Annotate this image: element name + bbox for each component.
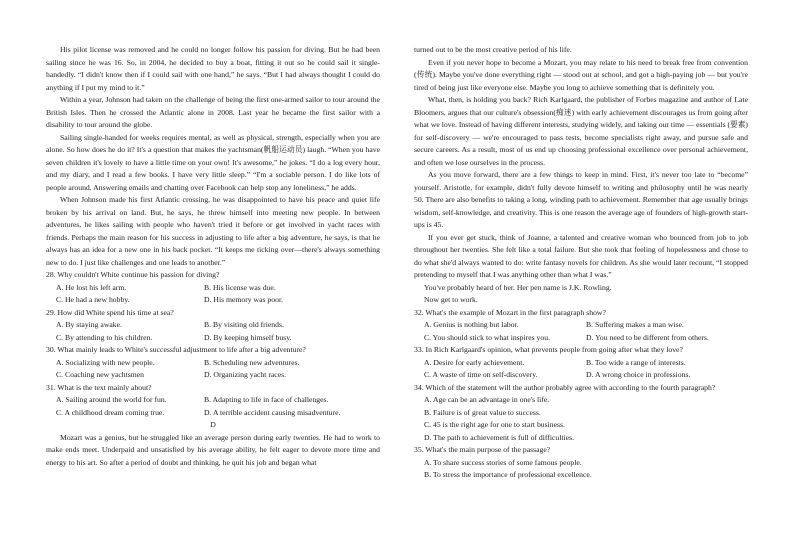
option-b: B. His license was due. xyxy=(204,282,276,292)
option-b: B. Suffering makes a man wise. xyxy=(586,320,684,329)
option-c: C. A childhood dream coming true. xyxy=(56,407,165,417)
option-d: D. You need to be different from others. xyxy=(586,332,709,342)
passage-d-paragraph: Mozart was a genius, but he struggled like an average person during early twenties. He had to work to make ends meet. Underpaid and unsatisfied by his average ability, he felt eager to devote more time and energy to his art. So after a period of doubt and thinking, he quit his job and began what xyxy=(46,432,380,467)
continued-line: turned out to be the most creative period of his life. xyxy=(414,45,572,54)
question-32 xyxy=(414,307,748,345)
option-b: B. Scheduling new adventures. xyxy=(204,357,300,367)
question-30 xyxy=(46,344,380,382)
passage-paragraph: What, then, is holding you back? Rich Karlgaard, the publisher of Forbes magazine and author of Late Bloomers, argues that our culture's obsession(痴迷) with early achievement discourages us from going after what we love. Instead of having different interests, studying widely, and taking our time — essentials (要素) for self-discovery — we're encouraged to pass tests, become specialists right away, and pursue safe and secure careers. As a result, most of us end up choosing professional excellence over personal achievement, and often we lose ourselves in the process. xyxy=(414,95,748,167)
option-b: B. By visiting old friends. xyxy=(204,320,284,329)
option-b: B. To stress the importance of professional excellence. xyxy=(424,470,592,479)
option-b: B. Too wide a range of interests. xyxy=(586,357,686,367)
passage-paragraph: Sailing single-handed for weeks requires mental, as well as physical, strength, especially when you are alone. So how does he do it? It's a question that makes the yachtsman(帆船运动员) laugh. “When you have seven children it's lovely to have a little time on your own! It's awesome,” he jokes. “I do a log every hour, and my diary, and I read a few books. I have very little sleep.” “I'm a sociable person. I do like lots of people around. Answering emails and chatting over Facebook can help stop any loneliness,” he adds. xyxy=(46,132,380,192)
option-c: C. You should stick to what inspires you. xyxy=(424,332,550,342)
closing-line: You've probably heard of her. Her pen name is J.K. Rowling. xyxy=(424,282,612,292)
passage-paragraph: As you move forward, there are a few things to keep in mind. First, it's never too late to “become” yourself. Aristotle, for example, didn't fully devote himself to writing and philosophy until he was nearly 50. There are also benefits to taking a long, winding path to achievement. Remember that age usually brings wisdom, self-knowledge, and creativity. This is one reason the average age of founders of high-growth start-ups is 45. xyxy=(414,170,748,229)
option-a: A. By staying awake. xyxy=(56,320,122,329)
question-28 xyxy=(46,269,380,307)
question-35 xyxy=(414,444,748,482)
left-column xyxy=(46,44,380,469)
option-a: A. He lost his left arm. xyxy=(56,282,127,292)
option-c: C. Coaching new yachtsmen xyxy=(56,370,144,379)
option-d: D. A terrible accident causing misadventure. xyxy=(204,407,341,417)
question-stem: 28. Why couldn't White continue his passion for diving? xyxy=(46,270,220,279)
closing-line: Now get to work. xyxy=(424,295,478,304)
option-d: D. The path to achievement is full of difficulties. xyxy=(424,432,575,442)
option-c: C. A waste of time on self-discovery. xyxy=(424,370,538,379)
option-d: D. By keeping himself busy. xyxy=(204,332,292,342)
question-stem: 35. What's the main purpose of the passage? xyxy=(414,445,551,454)
option-a: A. Socializing with new people. xyxy=(56,357,155,367)
option-b: B. Adapting to life in face of challenges. xyxy=(204,395,329,404)
passage-paragraph: If you ever get stuck, think of Joanne, a talented and creative woman who bounced from job to job throughout her twenties. She felt like a total failure. But she took that feeling of hopelessness and chose to do what she'd always wanted to do: write fantasy novels for children. As she would later recount, “I stopped pretending to myself that I was anything other than what I was.” xyxy=(414,232,748,279)
passage-paragraph: Within a year, Johnson had taken on the challenge of being the first one-armed sailor to tour around the British Isles. Then he crossed the Atlantic alone in 2008. Last year he became the first sailor with a disability to tour around the globe. xyxy=(46,95,380,129)
option-c: C. By attending to his children. xyxy=(56,332,153,342)
option-a: A. To share success stories of some famous people. xyxy=(424,457,582,467)
question-29 xyxy=(46,307,380,345)
question-31 xyxy=(46,382,380,420)
section-letter: D xyxy=(210,420,216,429)
passage-paragraph: When Johnson made his first Atlantic crossing, he was disappointed to have his peace and quiet life broken by his arrival on land. But, he says, he threw himself into meeting new people. In between adventures, he likes sailing with people who haven't tried it before or get involved in yacht races with friends. Perhaps the main reason for his success in adjusting to life after a big adventure, he says, is that he always has an idea for a new one in his back pocket. “It keeps me ticking over—there's always something new to do. I just like challenges and one leads to another.” xyxy=(46,195,380,267)
question-stem: 33. In Rich Karlgaard's opinion, what prevents people from going after what they love? xyxy=(414,345,683,354)
option-c: C. He had a new hobby. xyxy=(56,295,130,304)
option-a: A. Genius is nothing but labor. xyxy=(424,320,519,329)
question-34 xyxy=(414,382,748,445)
option-a: A. Sailing around the world for fun. xyxy=(56,395,167,404)
question-stem: 30. What mainly leads to White's successful adjustment to life after a big adventure? xyxy=(46,345,306,354)
option-a: A. Age can be an advantage in one's life. xyxy=(424,395,550,404)
option-c: C. 45 is the right age for one to start business. xyxy=(424,420,565,429)
question-stem: 29. How did White spend his time at sea? xyxy=(46,307,174,317)
right-column xyxy=(414,44,748,482)
option-d: D. His memory was poor. xyxy=(204,295,284,304)
passage-paragraph: His pilot license was removed and he could no longer follow his passion for diving. But he had been sailing since he was 16. So, in 2004, he decided to buy a boat, fitting it out so he could sail it single-handedly. “I didn't know then if I could sail with one hand,” he says. “But I had always thought I could do anything if I put my mind to it.” xyxy=(46,45,380,92)
question-stem: 34. Which of the statement will the author probably agree with according to the fourth paragraph? xyxy=(414,382,716,392)
option-a: A. Desire for early achievement. xyxy=(424,357,525,367)
passage-paragraph: Even if you never hope to become a Mozart, you may relate to his need to break free from convention (传统). Maybe you've done everything right — stood out at school, and got a high-paying job — but you're tired of being just like everyone else. Maybe you long to achieve something that is definitely you. xyxy=(414,57,748,92)
question-stem: 31. What is the text mainly about? xyxy=(46,382,152,392)
option-d: D. A wrong choice in professions. xyxy=(586,370,691,379)
question-33 xyxy=(414,344,748,382)
question-stem: 32. What's the example of Mozart in the first paragraph show? xyxy=(414,307,606,317)
option-d: D. Organizing yacht races. xyxy=(204,370,287,379)
option-b: B. Failure is of great value to success. xyxy=(424,407,541,417)
